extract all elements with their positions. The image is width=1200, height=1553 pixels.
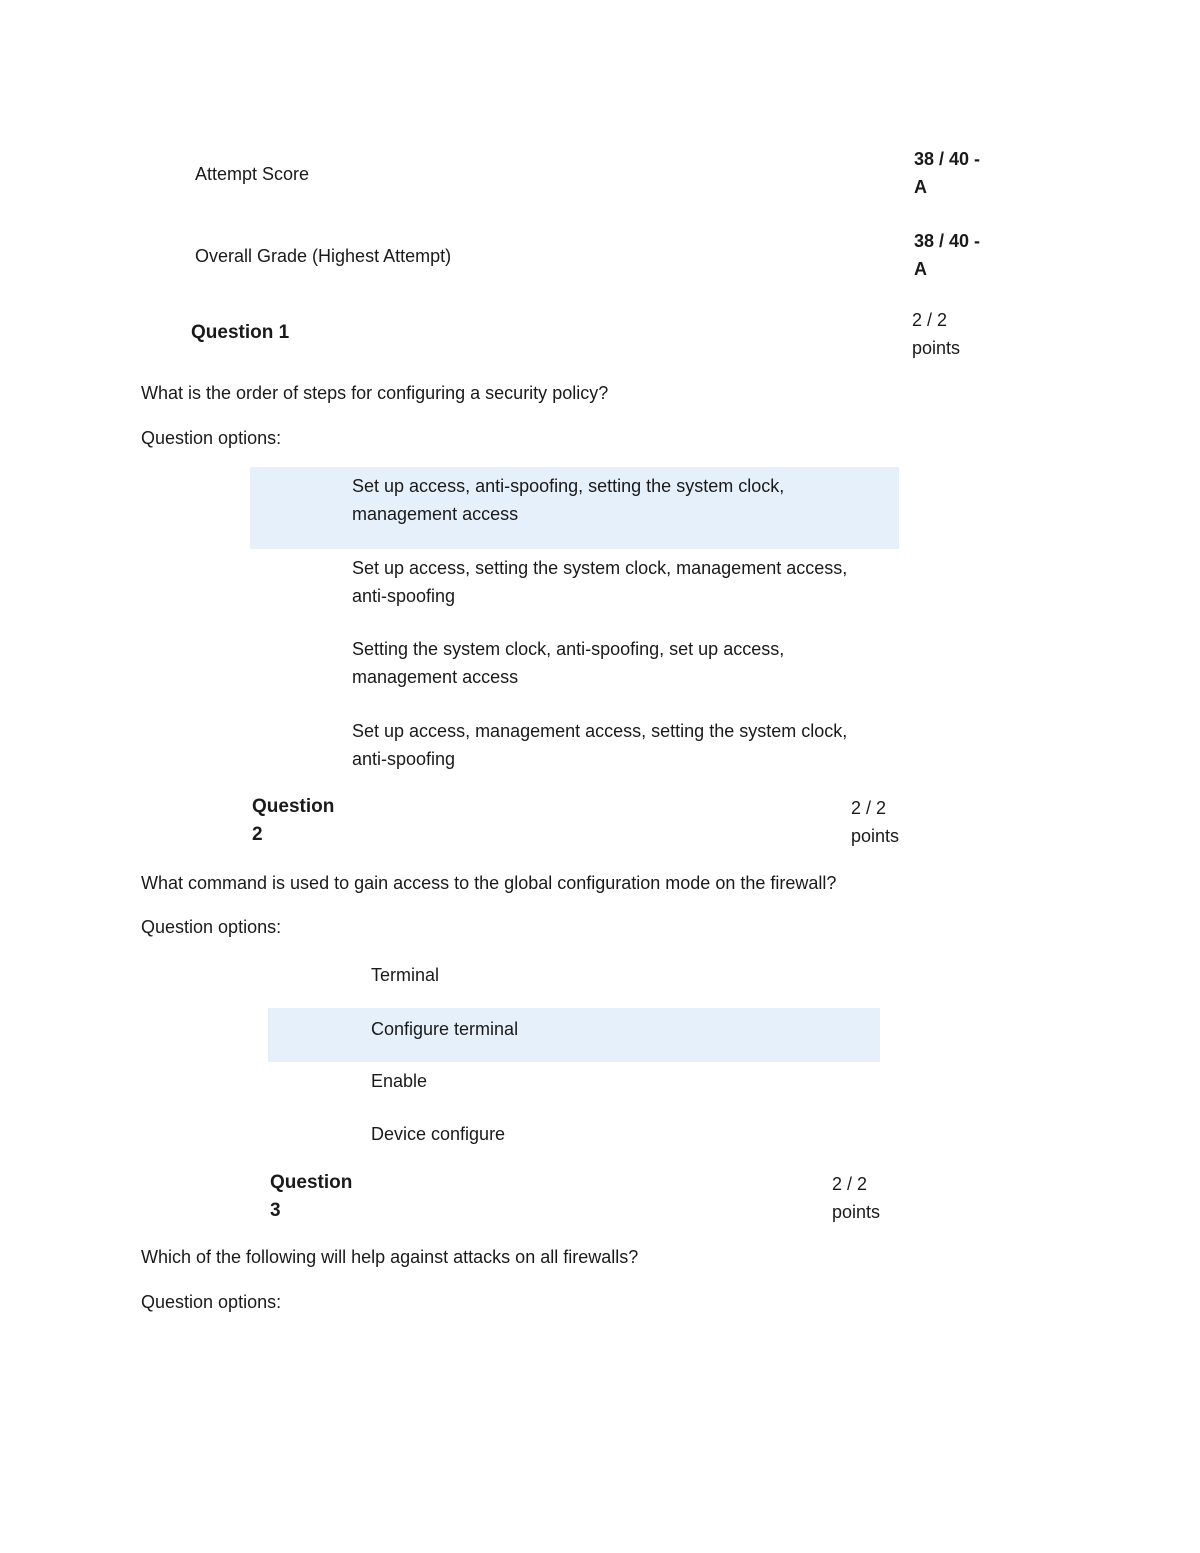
question-1-option-3[interactable] [352,635,784,691]
overall-grade-value [914,227,980,283]
option-line: Set up access, setting the system clock, management access, [352,558,848,578]
question-3-points-line1: 2 / 2 [832,1174,868,1194]
question-1-option-1[interactable] [352,472,784,528]
question-3-title [270,1169,352,1225]
attempt-score-label: Attempt Score [195,164,310,184]
question-1-options-label: Question options: [141,428,282,448]
question-1-points-line1: 2 / 2 [912,310,948,330]
question-3-title-line2: 3 [270,1200,281,1221]
question-3-options-label: Question options: [141,1292,282,1312]
question-2-prompt: What command is used to gain access to the global configuration mode on the firewall? [141,873,837,893]
question-2-title [252,793,334,849]
question-2-option-4[interactable]: Device configure [371,1124,506,1144]
question-2-title-line2: 2 [252,824,263,845]
overall-grade-value-line1: 38 / 40 - [914,231,981,251]
question-2-title-line1: Question [252,796,335,817]
option-line: anti-spoofing [352,586,456,606]
option-line: anti-spoofing [352,749,456,769]
question-3-points-line2: points [832,1202,881,1222]
question-1-option-2[interactable] [352,554,847,610]
question-2-selected-highlight [268,1008,880,1062]
question-2-points [851,794,899,850]
question-2-options-label: Question options: [141,917,282,937]
question-1-option-4[interactable] [352,717,847,773]
question-1-prompt: What is the order of steps for configuring a security policy? [141,383,609,403]
option-line: Set up access, management access, setting the system clock, [352,721,848,741]
question-2-option-3[interactable]: Enable [371,1071,428,1091]
question-2-option-2[interactable]: Configure terminal [371,1019,519,1039]
option-line: Setting the system clock, anti-spoofing, set up access, [352,639,785,659]
question-3-points [832,1170,880,1226]
overall-grade-value-line2: A [914,259,927,279]
question-3-title-line1: Question [270,1172,353,1193]
attempt-score-value-line2: A [914,177,927,197]
option-line: Set up access, anti-spoofing, setting the system clock, [352,476,785,496]
question-1-points [912,306,960,362]
question-2-points-line1: 2 / 2 [851,798,887,818]
question-1-title: Question 1 [191,322,290,343]
overall-grade-label: Overall Grade (Highest Attempt) [195,246,452,266]
question-1-points-line2: points [912,338,961,358]
attempt-score-value-line1: 38 / 40 - [914,149,981,169]
attempt-score-value [914,145,980,201]
option-line: management access [352,667,519,687]
question-2-points-line2: points [851,826,900,846]
question-2-option-1[interactable]: Terminal [371,965,440,985]
question-3-prompt: Which of the following will help against attacks on all firewalls? [141,1247,639,1267]
option-line: management access [352,504,519,524]
